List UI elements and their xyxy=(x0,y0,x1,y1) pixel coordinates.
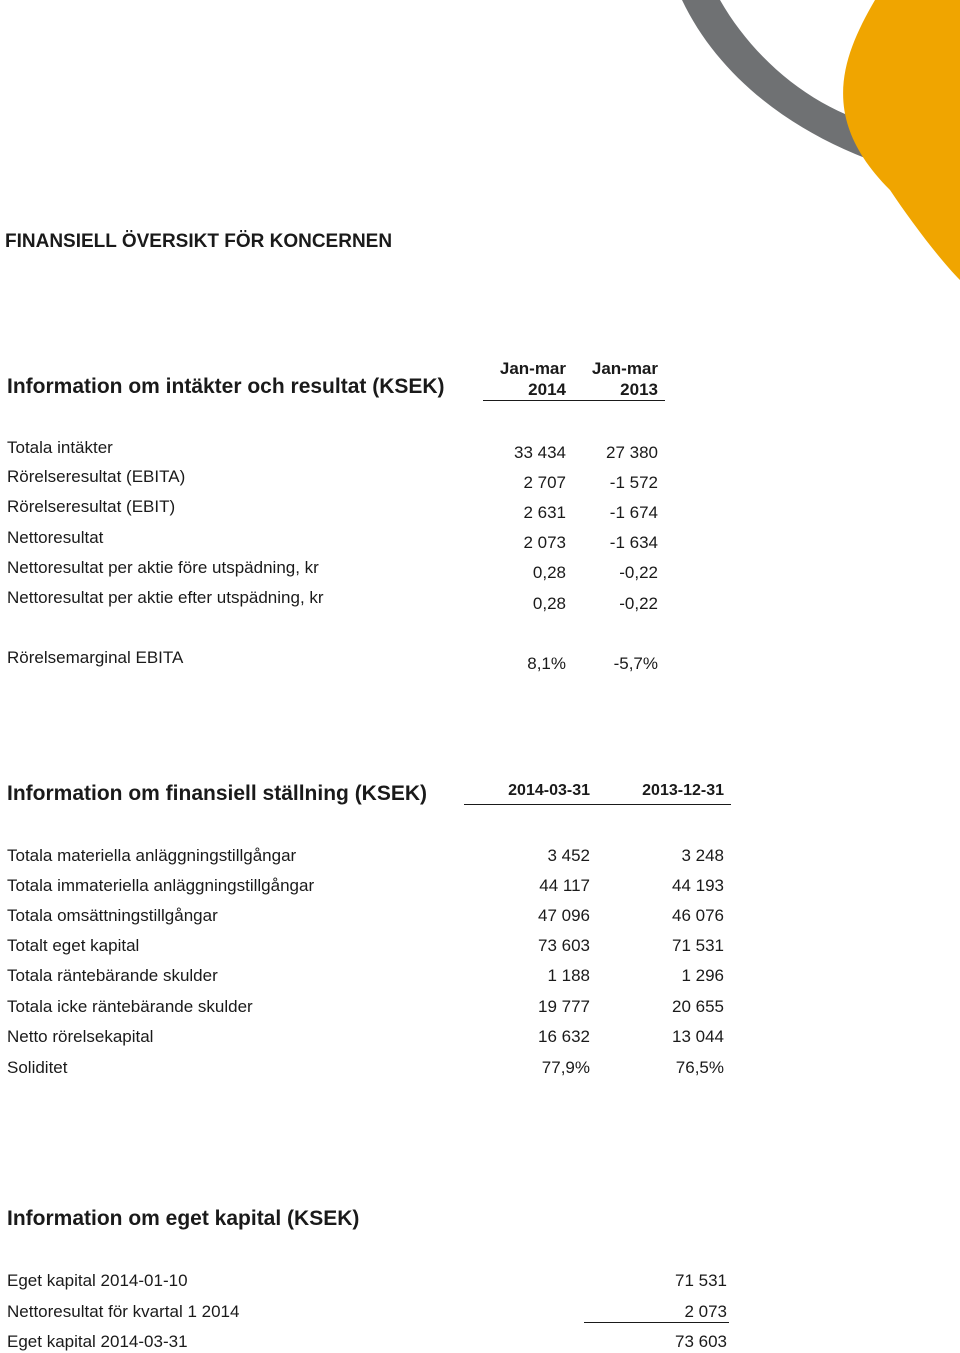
table-cell: 13 044 xyxy=(672,1027,724,1046)
table-cell: 20 655 xyxy=(672,997,724,1016)
table-row-label: Soliditet xyxy=(7,1058,68,1077)
company-logo-graphic xyxy=(600,0,960,300)
table-cell: -5,7% xyxy=(613,654,658,673)
table-row-label: Totala räntebärande skulder xyxy=(7,966,218,985)
equity-section-title: Information om eget kapital (KSEK) xyxy=(7,1207,360,1230)
income-col1-line2: 2014 xyxy=(528,380,566,399)
position-section-title: Information om finansiell ställning (KSEK) xyxy=(7,782,428,805)
income-col2-line2: 2013 xyxy=(620,380,658,399)
table-row-label: Eget kapital 2014-01-10 xyxy=(7,1271,188,1290)
table-cell: 76,5% xyxy=(675,1058,724,1077)
table-cell: 46 076 xyxy=(672,906,724,925)
income-col1-line1: Jan-mar xyxy=(499,359,566,378)
income-col2-line1: Jan-mar xyxy=(591,359,658,378)
table-cell: 0,28 xyxy=(532,594,566,613)
table-row-label: Totala icke räntebärande skulder xyxy=(7,997,253,1016)
table-cell: 71 531 xyxy=(672,936,724,955)
table-cell: 73 603 xyxy=(538,936,590,955)
table-row-label: Rörelseresultat (EBIT) xyxy=(7,497,176,516)
page-title: FINANSIELL ÖVERSIKT FÖR KONCERNEN xyxy=(5,231,393,252)
table-cell: 2 707 xyxy=(523,473,566,492)
table-row-label: Totalt eget kapital xyxy=(7,936,140,955)
table-row-label: Totala omsättningstillgångar xyxy=(7,906,218,925)
table-cell: 1 188 xyxy=(547,966,590,985)
table-cell: -1 634 xyxy=(609,533,658,552)
table-row-label: Nettoresultat per aktie efter utspädning, kr xyxy=(7,588,324,607)
equity-sum-rule xyxy=(584,1322,729,1323)
table-cell: 16 632 xyxy=(538,1027,590,1046)
table-cell: 3 452 xyxy=(547,846,590,865)
income-col2-header xyxy=(562,358,658,400)
table-cell: -0,22 xyxy=(619,594,658,613)
table-cell: 2 631 xyxy=(523,503,566,522)
table-row-label: Eget kapital 2014-03-31 xyxy=(7,1332,188,1351)
table-cell: 0,28 xyxy=(532,563,566,582)
table-cell: 71 531 xyxy=(675,1271,727,1290)
table-cell: 47 096 xyxy=(538,906,590,925)
position-col1-header: 2014-03-31 xyxy=(508,782,590,799)
table-cell: 3 248 xyxy=(681,846,724,865)
table-cell: 1 296 xyxy=(681,966,724,985)
logo-orange-arc xyxy=(843,0,960,280)
table-row-label: Nettoresultat xyxy=(7,528,104,547)
table-row-label: Nettoresultat för kvartal 1 2014 xyxy=(7,1302,240,1321)
table-row-label: Netto rörelsekapital xyxy=(7,1027,154,1046)
table-row-label: Nettoresultat per aktie före utspädning, kr xyxy=(7,558,319,577)
table-cell: 33 434 xyxy=(514,443,566,462)
table-cell: 2 073 xyxy=(684,1302,727,1321)
table-cell: 44 193 xyxy=(672,876,724,895)
table-cell: -0,22 xyxy=(619,563,658,582)
position-header-rule xyxy=(464,804,731,805)
income-section-title: Information om intäkter och resultat (KSEK) xyxy=(7,375,445,398)
table-cell: 44 117 xyxy=(539,876,590,895)
table-cell: 73 603 xyxy=(675,1332,727,1351)
income-col1-header xyxy=(470,358,566,400)
table-cell: -1 674 xyxy=(609,503,658,522)
table-cell: 27 380 xyxy=(606,443,658,462)
table-cell: 8,1% xyxy=(527,654,566,673)
table-row-label: Totala intäkter xyxy=(7,438,113,457)
table-row-label: Rörelseresultat (EBITA) xyxy=(7,467,186,486)
income-header-rule xyxy=(483,400,665,401)
table-cell: -1 572 xyxy=(609,473,658,492)
table-cell: 2 073 xyxy=(523,533,566,552)
table-row-label: Totala immateriella anläggningstillgångar xyxy=(7,876,315,895)
table-row-label: Rörelsemarginal EBITA xyxy=(7,648,184,667)
table-cell: 19 777 xyxy=(538,997,590,1016)
table-row-label: Totala materiella anläggningstillgångar xyxy=(7,846,297,865)
table-cell: 77,9% xyxy=(541,1058,590,1077)
position-col2-header: 2013-12-31 xyxy=(642,782,724,799)
